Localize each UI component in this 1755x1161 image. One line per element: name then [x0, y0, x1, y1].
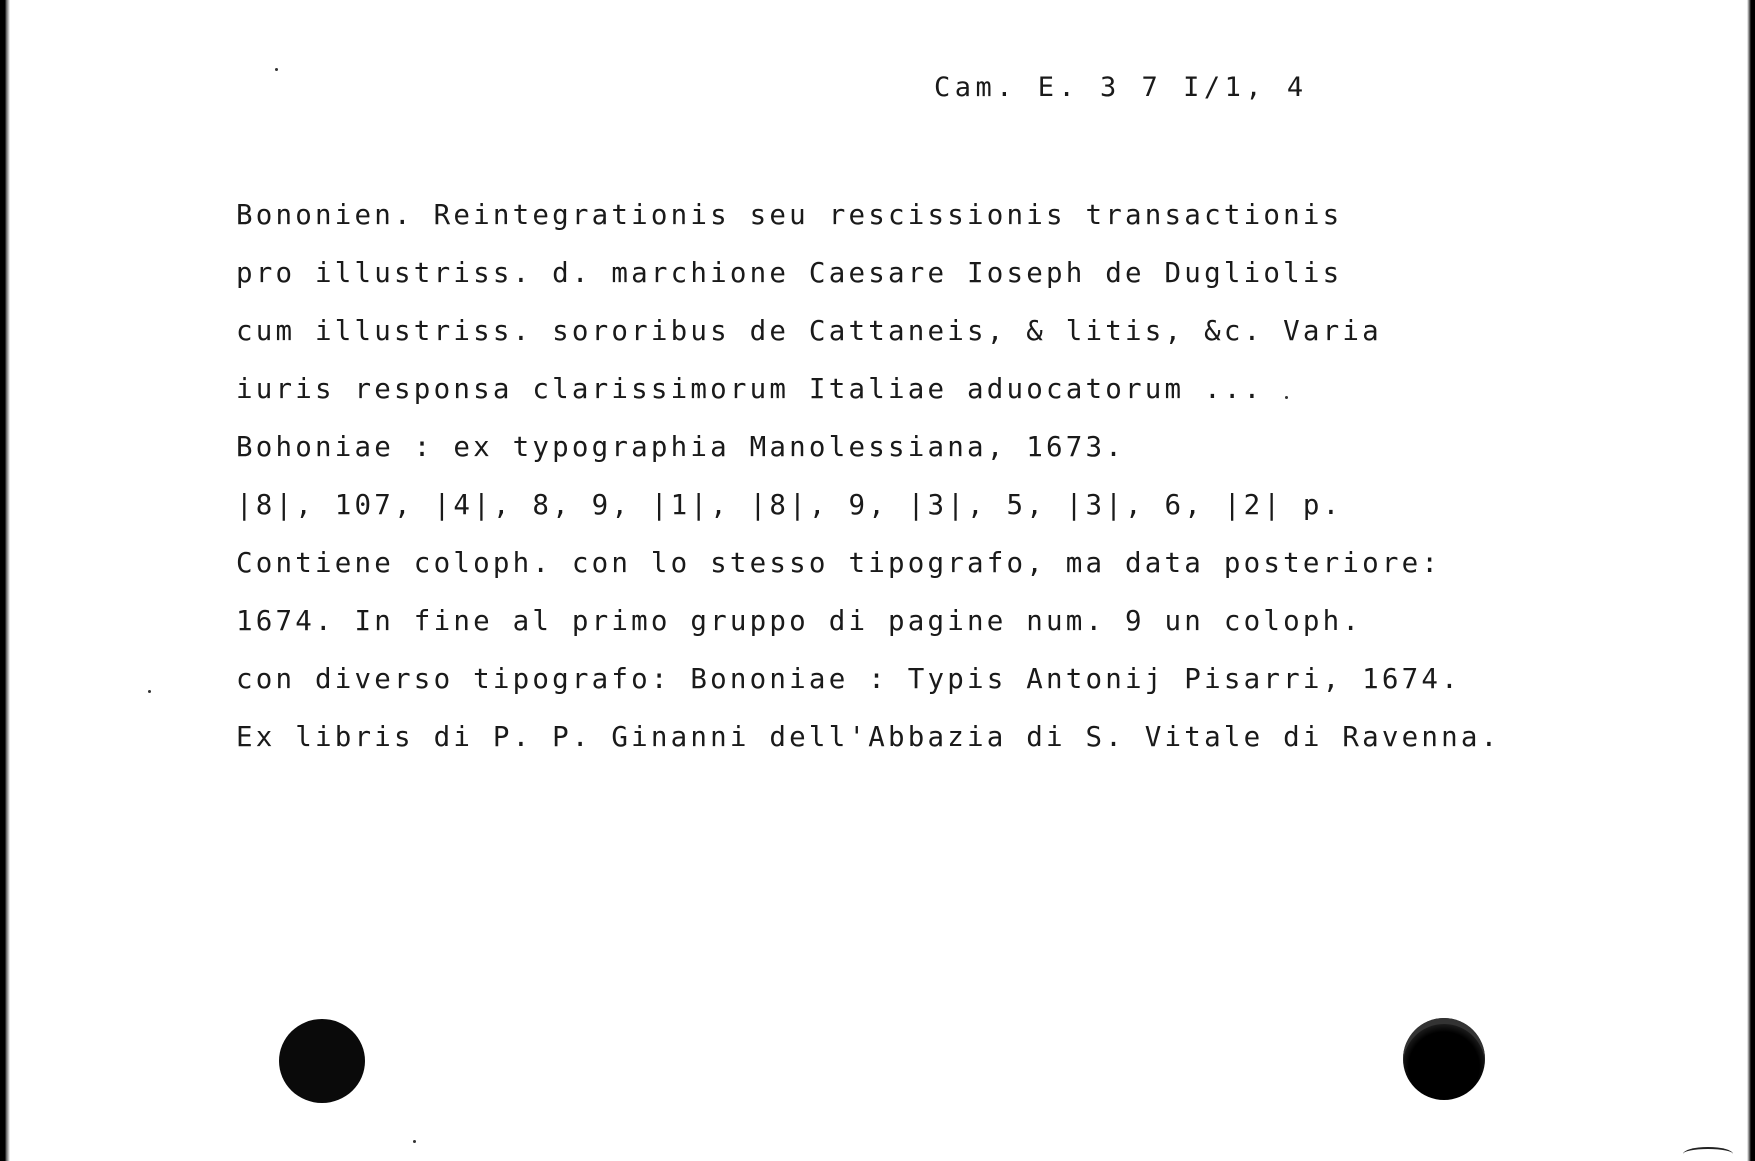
collation-line: |8|, 107, |4|, 8, 9, |1|, |8|, 9, |3|, 5, |3|, 6, |2| p.	[236, 489, 1343, 521]
card-left-edge	[0, 0, 10, 1161]
provenance-line: Ex libris di P. P. Ginanni dell'Abbazia di S. Vitale di Ravenna.	[236, 721, 1501, 753]
speck	[275, 68, 278, 71]
title-line-4: iuris responsa clarissimorum Italiae aduocatorum ...	[236, 373, 1264, 405]
shelfmark: Cam. E. 3 7 I/1, 4	[934, 72, 1308, 103]
title-line-2: pro illustriss. d. marchione Caesare Ioseph de Dugliolis	[236, 257, 1343, 289]
title-line-1: Bononien. Reintegrationis seu rescissionis transactionis	[236, 199, 1343, 231]
note-line-2: 1674. In fine al primo gruppo di pagine num. 9 un coloph.	[236, 605, 1363, 637]
speck	[1285, 396, 1288, 399]
speck	[148, 690, 151, 693]
speck	[413, 1140, 416, 1143]
note-line-3: con diverso tipografo: Bononiae : Typis Antonij Pisarri, 1674.	[236, 663, 1461, 695]
punch-hole-right	[1403, 1018, 1485, 1100]
imprint-line: Bohoniae : ex typographia Manolessiana, 1673.	[236, 431, 1126, 463]
corner-mark	[1683, 1147, 1733, 1161]
card-right-edge	[1747, 0, 1755, 1161]
card-description	[236, 186, 1500, 766]
note-line-1: Contiene coloph. con lo stesso tipografo, ma data posteriore:	[236, 547, 1442, 579]
punch-hole-left	[279, 1019, 365, 1103]
title-line-3: cum illustriss. sororibus de Cattaneis, & litis, &c. Varia	[236, 315, 1382, 347]
